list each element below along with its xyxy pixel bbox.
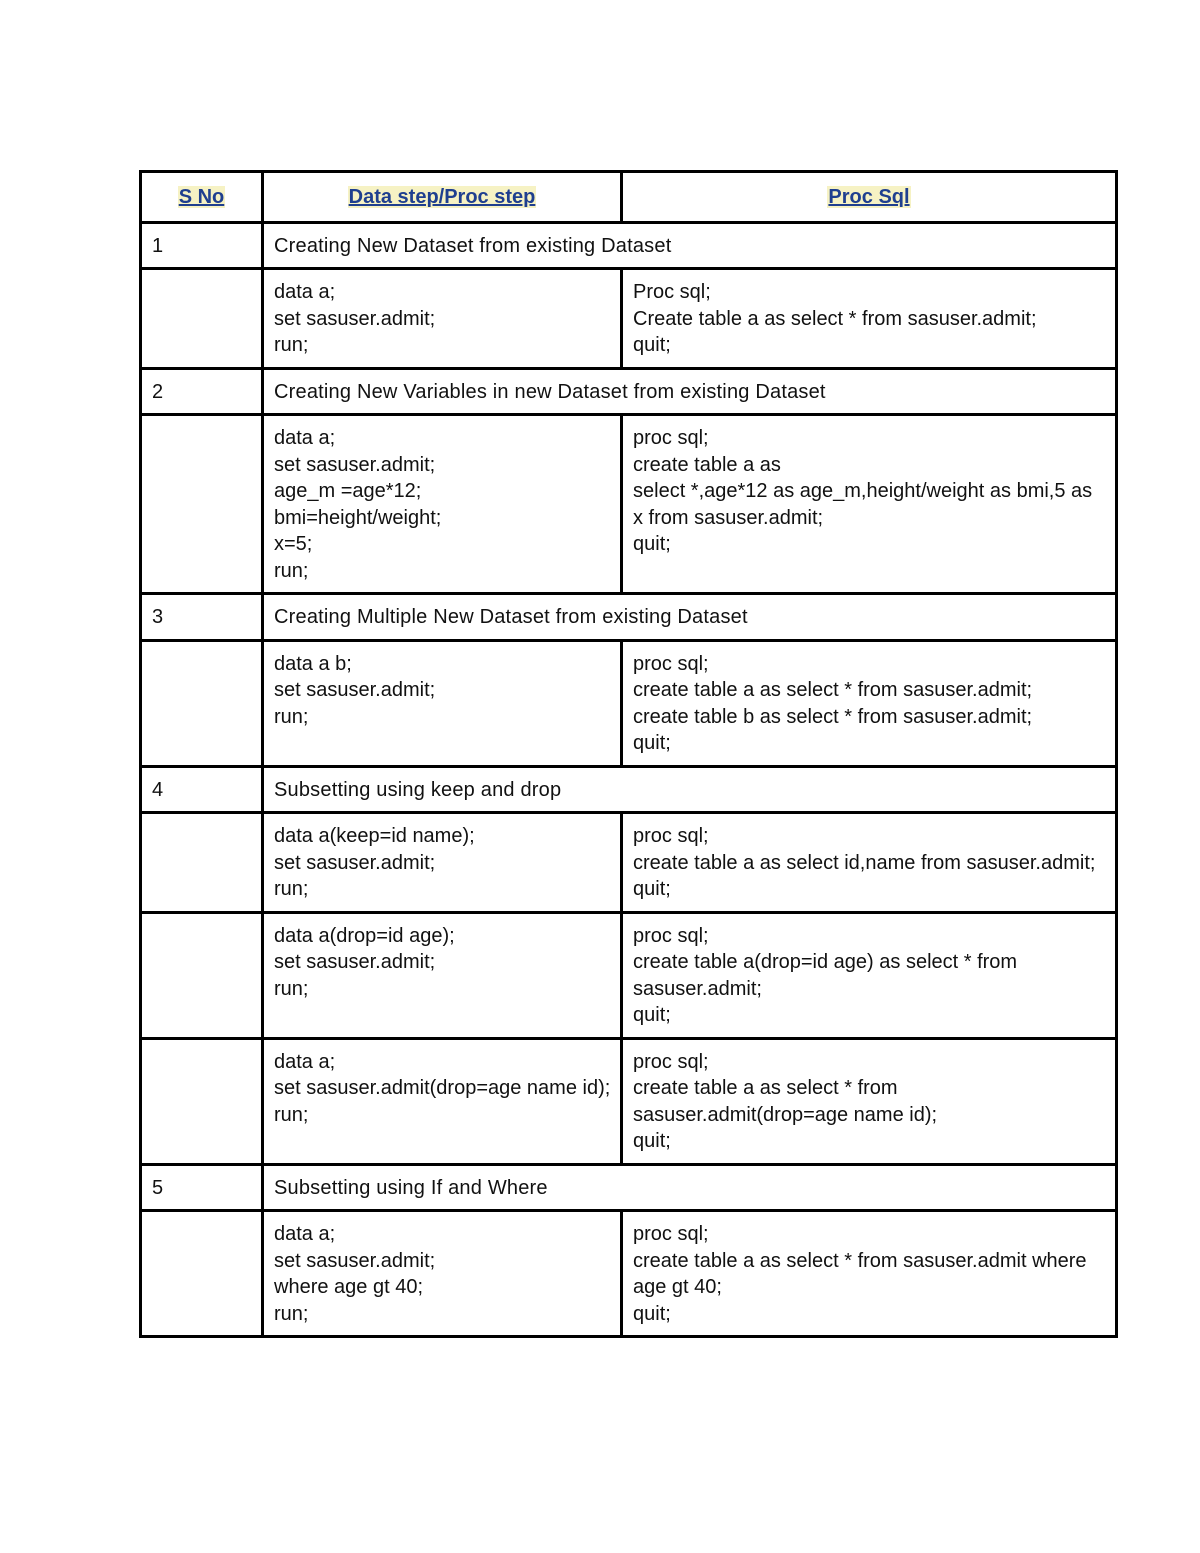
section-title: Creating New Dataset from existing Dataset	[263, 222, 1117, 269]
section-number: 3	[141, 594, 263, 641]
datastep-code-line: set sasuser.admit;	[274, 951, 436, 973]
datastep-code-line: data a(drop=id age);	[274, 924, 455, 947]
empty-sno-cell	[141, 912, 263, 1038]
procsql-code-line: quit;	[633, 334, 671, 356]
datastep-code-line: run;	[274, 334, 309, 356]
datastep-code-cell	[263, 269, 622, 369]
code-row	[141, 269, 1117, 369]
header-procsql-label: Proc Sql	[828, 186, 910, 208]
datastep-code-line: set sasuser.admit;	[274, 307, 436, 330]
procsql-code-line: proc sql;	[633, 1223, 709, 1245]
procsql-code-line: proc sql;	[633, 924, 709, 947]
datastep-code-line: set sasuser.admit;	[274, 679, 436, 701]
datastep-code-line: set sasuser.admit;	[274, 851, 436, 874]
code-row	[141, 1038, 1117, 1164]
procsql-code-line: proc sql;	[633, 1050, 709, 1073]
code-row	[141, 415, 1117, 594]
datastep-code-line: run;	[274, 705, 309, 728]
procsql-code-line: proc sql;	[633, 427, 709, 449]
datastep-code-line: age_m =age*12;	[274, 480, 422, 502]
datastep-code-cell	[263, 813, 622, 913]
datastep-code-cell	[263, 640, 622, 766]
header-procsql	[622, 172, 1117, 223]
section-number: 4	[141, 766, 263, 813]
empty-sno-cell	[141, 813, 263, 913]
datastep-code-line: data a;	[274, 427, 336, 449]
code-row	[141, 912, 1117, 1038]
procsql-code-line: quit;	[633, 533, 671, 555]
datastep-code-line: data a(keep=id name);	[274, 825, 475, 847]
section-number: 2	[141, 368, 263, 415]
empty-sno-cell	[141, 269, 263, 369]
datastep-code-line: set sasuser.admit;	[274, 1249, 436, 1272]
section-title: Creating Multiple New Dataset from existing Dataset	[263, 594, 1117, 641]
section-number: 1	[141, 222, 263, 269]
datastep-code-line: run;	[274, 878, 309, 900]
procsql-code-line: proc sql;	[633, 652, 709, 675]
empty-sno-cell	[141, 1211, 263, 1337]
section-title-row	[141, 222, 1117, 269]
datastep-code-line: run;	[274, 977, 309, 1000]
header-datastep	[263, 172, 622, 223]
code-row	[141, 640, 1117, 766]
section-number: 5	[141, 1164, 263, 1211]
procsql-code-line: create table a as select * from sasuser.admit;	[633, 679, 1033, 701]
section-title: Subsetting using If and Where	[263, 1164, 1117, 1211]
datastep-code-line: run;	[274, 1103, 309, 1126]
section-title: Subsetting using keep and drop	[263, 766, 1117, 813]
procsql-code-cell	[622, 1211, 1117, 1337]
procsql-code-line: quit;	[633, 1302, 671, 1325]
datastep-code-cell	[263, 1038, 622, 1164]
procsql-code-line: create table a as select id,name from sasuser.admit;	[633, 851, 1096, 874]
empty-sno-cell	[141, 1038, 263, 1164]
procsql-code-cell	[622, 912, 1117, 1038]
procsql-code-line: select *,age*12 as age_m,height/weight as bmi,5 as x from sasuser.admit;	[633, 480, 1098, 529]
datastep-code-cell	[263, 415, 622, 594]
procsql-code-line: quit;	[633, 732, 671, 754]
procsql-code-line: Proc sql;	[633, 281, 711, 303]
datastep-code-line: data a;	[274, 1050, 336, 1073]
datastep-code-cell	[263, 912, 622, 1038]
procsql-code-cell	[622, 640, 1117, 766]
procsql-code-line: quit;	[633, 1130, 671, 1152]
section-title-row	[141, 368, 1117, 415]
header-sno-label: S No	[178, 186, 225, 208]
procsql-code-cell	[622, 415, 1117, 594]
header-sno	[141, 172, 263, 223]
code-row	[141, 1211, 1117, 1337]
procsql-code-line: create table a as	[633, 453, 781, 476]
section-title-row	[141, 594, 1117, 641]
datastep-code-line: data a;	[274, 1223, 336, 1245]
procsql-code-line: proc sql;	[633, 825, 709, 847]
datastep-code-line: run;	[274, 559, 309, 582]
table-body	[141, 222, 1117, 1337]
datastep-code-line: bmi=height/weight;	[274, 506, 442, 529]
section-title-row	[141, 1164, 1117, 1211]
header-datastep-label: Data step/Proc step	[348, 186, 536, 208]
section-title-row	[141, 766, 1117, 813]
procsql-code-cell	[622, 813, 1117, 913]
header-row	[141, 172, 1117, 223]
comparison-table	[139, 170, 1118, 1338]
datastep-code-cell	[263, 1211, 622, 1337]
procsql-code-cell	[622, 1038, 1117, 1164]
datastep-code-line: data a;	[274, 281, 336, 303]
empty-sno-cell	[141, 415, 263, 594]
procsql-code-line: quit;	[633, 878, 671, 900]
procsql-code-cell	[622, 269, 1117, 369]
procsql-code-line: create table a as select * from sasuser.admit(drop=age name id);	[633, 1077, 938, 1126]
datastep-code-line: x=5;	[274, 533, 313, 555]
code-row	[141, 813, 1117, 913]
empty-sno-cell	[141, 640, 263, 766]
datastep-code-line: data a b;	[274, 652, 352, 675]
procsql-code-line: Create table a as select * from sasuser.admit;	[633, 307, 1037, 330]
procsql-code-line: create table b as select * from sasuser.admit;	[633, 705, 1033, 728]
datastep-code-line: set sasuser.admit;	[274, 453, 436, 476]
datastep-code-line: set sasuser.admit(drop=age name id);	[274, 1077, 611, 1099]
procsql-code-line: create table a as select * from sasuser.admit where age gt 40;	[633, 1249, 1093, 1298]
datastep-code-line: run;	[274, 1302, 309, 1325]
procsql-code-line: create table a(drop=id age) as select * from sasuser.admit;	[633, 951, 1023, 1000]
section-title: Creating New Variables in new Dataset from existing Dataset	[263, 368, 1117, 415]
procsql-code-line: quit;	[633, 1004, 671, 1026]
datastep-code-line: where age gt 40;	[274, 1276, 423, 1298]
